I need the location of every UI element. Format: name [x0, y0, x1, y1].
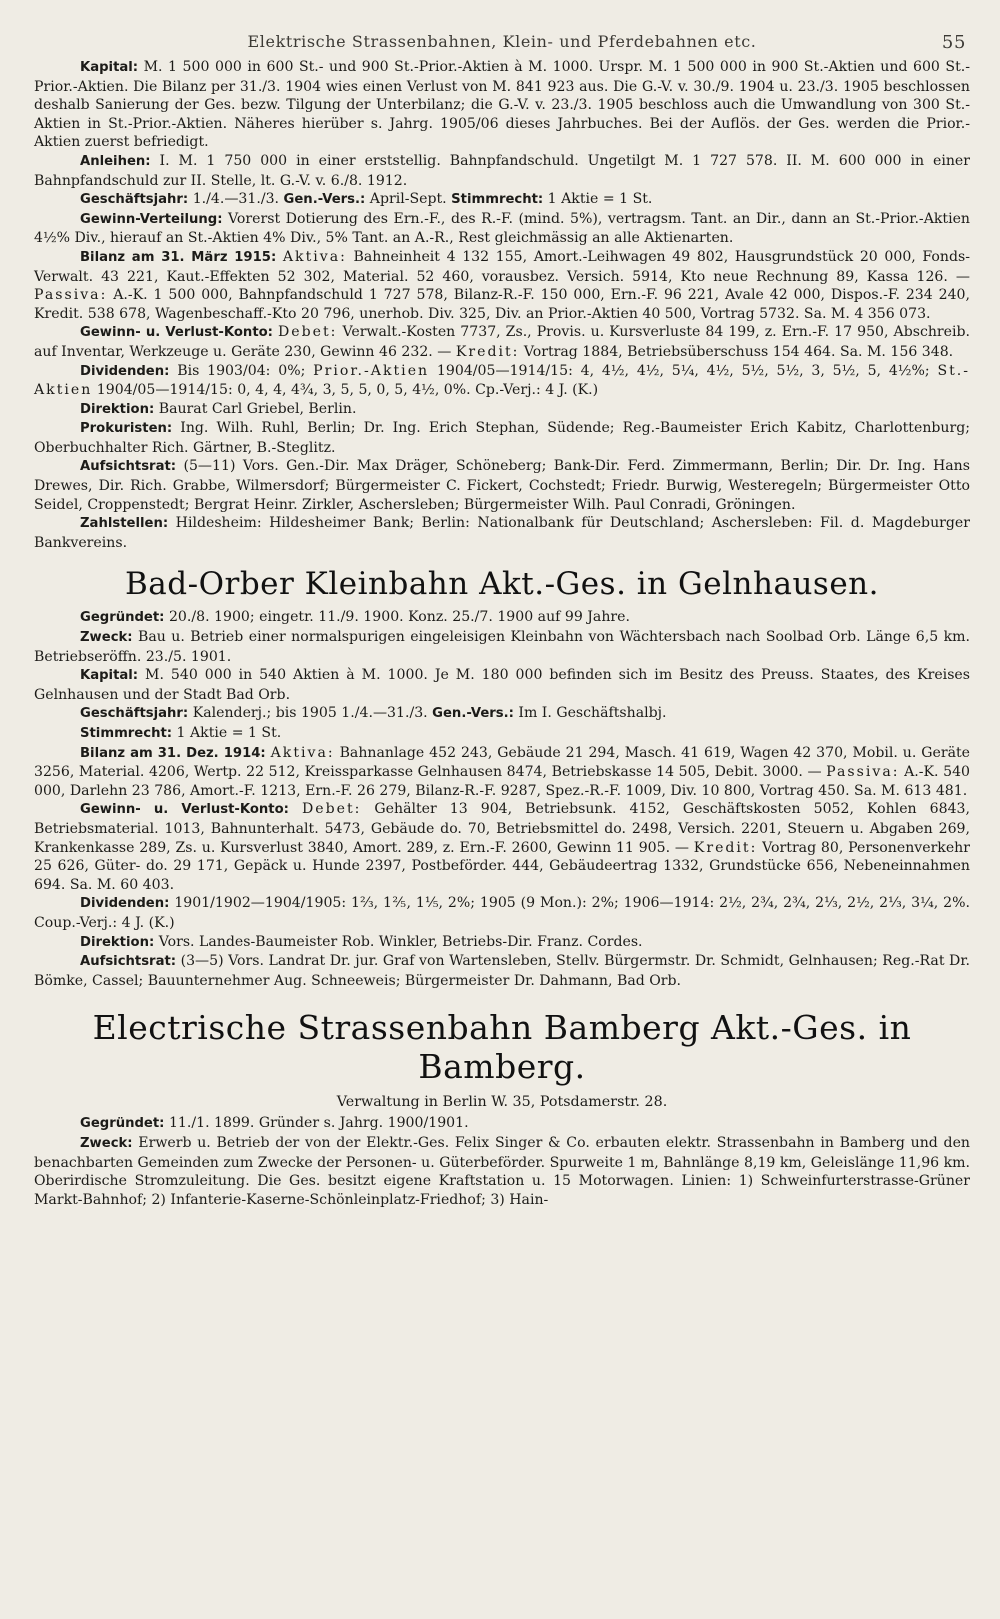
passiva-word: Passiva: — [34, 287, 108, 304]
bilanz-paragraph — [34, 248, 970, 323]
debet-word: Debet: — [278, 324, 338, 341]
dividenden-text: 1901/1902—1904/1905: 1⅔, 1⅖, 1⅕, 2%; 1905 (9 Mon.): 2%; 1906—1914: 2½, 2¾, 2¾, 2⅓, 2½, 2⅓, 3¼, 2%. Coup.-Verj.: 4 J. (K.) — [34, 895, 970, 931]
geschaeftsjahr-text: Kalenderj.; bis 1905 1./4.—31./3. — [192, 705, 428, 722]
aufsichtsrat-paragraph — [34, 952, 970, 990]
dividenden-label: Dividenden: — [80, 896, 170, 912]
guv-kredit-text: Vortrag 80, Personenverkehr 25 626, Güter- do. 29 171, Gepäck u. Hunde 2397, Postbeförder. 444, Gebäudeertrag 1332, Grundstücke 656, Nebeneinnahmen 694. Sa. M. 60 403. — [34, 839, 971, 893]
zweck-text: Erwerb u. Betrieb der von der Elektr.-Ges. Felix Singer & Co. erbauten elektr. Strassenbahn in Bamberg und den benachbarten Gemeinden zum Zwecke der Personen- u. Güterbeförder. Spurweite 1 m, Bahnlänge 8,19 km, Geleislänge 11,96 km. Oberirdische Stromzuleitung. Die Ges. besitzt eigene Kraftstation u. 15 Motorwagen. Linien: 1) Schweinfurterstrasse-Grüner Markt-Bahnhof; 2) Infanterie-Kaserne-Schönleinplatz-Friedhof; 3) Hain- — [34, 1134, 970, 1208]
guv-paragraph — [34, 800, 970, 894]
stimmrecht-paragraph — [34, 724, 970, 744]
gewinnverteilung-text: Vorerst Dotierung des Ern.-F., des R.-F. (mind. 5%), vertragsm. Tant. an Dir., dann an St.-Prior.-Aktien 4½% Div., hierauf an St.-Aktien 4% Div., 5% Tant. an A.-R., Rest gleichmässig an alle Aktienarten. — [34, 210, 970, 247]
gegruendet-text: 20./8. 1900; eingetr. 11./9. 1900. Konz. 25./7. 1900 auf 99 Jahre. — [168, 609, 630, 626]
anleihen-paragraph — [34, 152, 970, 190]
dividenden-st-text: 1904/05—1914/15: 0, 4, 4, 4¾, 3, 5, 5, 0, 5, 4½, 0%. Cp.-Verj.: 4 J. (K.) — [96, 382, 599, 399]
gewinnverteilung-paragraph — [34, 210, 970, 248]
section-bad-orber-kleinbahn — [34, 566, 970, 990]
dividenden-paragraph — [34, 894, 970, 932]
guv-debet-text: Verwalt.-Kosten 7737, Zs., Provis. u. Kursverluste 84 199, z. Ern.-F. 17 950, Abschreib. auf Inventar, Werkzeuge u. Geräte 230, Gewinn 46 232. — — [34, 324, 971, 360]
prokuristen-text: Ing. Wilh. Ruhl, Berlin; Dr. Ing. Erich Stephan, Südende; Reg.-Baumeister Erich Kabitz, Charlottenburg; Oberbuchhalter Rich. Gärtner, B.-Steglitz. — [34, 420, 970, 456]
gegruendet-text: 11./1. 1899. Gründer s. Jahrg. 1900/1901. — [168, 1115, 469, 1132]
aufsichtsrat-label: Aufsichtsrat: — [80, 459, 177, 475]
gewinnverteilung-label: Gewinn-Verteilung: — [80, 211, 223, 227]
stimmrecht-text: 1 Aktie = 1 St. — [547, 191, 653, 208]
geschaeftsjahr-paragraph — [34, 190, 970, 210]
zweck-paragraph — [34, 628, 970, 666]
zweck-text: Bau u. Betrieb einer normalspurigen eingeleisigen Kleinbahn von Wächtersbach nach Soolbad Orb. Länge 6,5 km. Betriebseröffn. 23./5. 1901. — [34, 629, 970, 665]
anleihen-text: I. M. 1 750 000 in einer erststellig. Bahnpfandschuld. Ungetilgt M. 1 727 578. II. M. 600 000 in einer Bahnpfandschuld zur II. Stelle, lt. G.-V. v. 6./8. 1912. — [34, 152, 970, 189]
geschaeftsjahr-text: 1./4.—31./3. — [192, 191, 280, 208]
bilanz-passiva-text: A.-K. 540 000, Darlehn 23 786, Amort.-F. 1213, Ern.-F. 26 279, Bilanz-R.-F. 9287, Spez.-R.-F. 1009, Div. 10 800, Vortrag 450. Sa. M. 613 481. — [34, 764, 971, 799]
guv-label: Gewinn- u. Verlust-Konto: — [80, 325, 273, 341]
gegruendet-label: Gegründet: — [80, 1116, 165, 1132]
dividenden-paragraph — [34, 362, 970, 400]
aktiva-word: Aktiva: — [282, 248, 347, 265]
geschaeftsjahr-label: Geschäftsjahr: — [80, 706, 189, 722]
anleihen-label: Anleihen: — [80, 153, 151, 169]
aufsichtsrat-text: (5—11) Vors. Gen.-Dir. Max Dräger, Schöneberg; Bank-Dir. Ferd. Zimmermann, Berlin; Dir. Dr. Ing. Hans Drewes, Dir. Rich. Grabbe, Wilmersdorf; Bürgermeister C. Fickert, Cochstedt; Friedr. Burwig, Westeregeln; Bürgermeister Otto Seidel, Croppenstedt; Bergrat Heinr. Zirkler, Aschersleben; Bürgermeister Wilh. Paul Conradi, Gröningen. — [34, 458, 970, 513]
prokuristen-paragraph — [34, 419, 970, 457]
aktiva-word: Aktiva: — [270, 744, 335, 761]
aufsichtsrat-text: (3—5) Vors. Landrat Dr. jur. Graf von Wartensleben, Stellv. Bürgermstr. Dr. Schmidt, Gelnhausen; Reg.-Rat Dr. Bömke, Cassel; Bauunternehmer Aug. Schneeweis; Bürgermeister Dr. Dahmann, Bad Orb. — [34, 953, 970, 989]
zweck-label: Zweck: — [80, 1135, 133, 1151]
bilanz-passiva-text: A.-K. 1 500 000, Bahnpfandschuld 1 727 578, Bilanz-R.-F. 150 000, Ern.-F. 96 221, Avale 42 000, Dispos.-F. 234 240, Kredit. 538 678, Wagenbeschaff.-Kto 20 796, unerhob. Div. 325, Div. an Prior.-Aktien 40 500, Vortrag 5732. Sa. M. 4 356 073. — [34, 287, 970, 322]
gegruendet-label: Gegründet: — [80, 610, 165, 626]
page-number: 55 — [941, 32, 966, 53]
prokuristen-label: Prokuristen: — [80, 421, 173, 437]
bilanz-label: Bilanz am 31. März 1915: — [80, 249, 277, 265]
running-head — [34, 32, 970, 58]
guv-label: Gewinn- u. Verlust-Konto: — [80, 802, 289, 818]
direktion-label: Direktion: — [80, 401, 155, 417]
zahlstellen-label: Zahlstellen: — [80, 516, 169, 532]
direktion-text: Baurat Carl Griebel, Berlin. — [158, 400, 357, 417]
company-title: Bad-Orber Kleinbahn Akt.-Ges. in Gelnhausen. — [125, 566, 879, 603]
direktion-label: Direktion: — [80, 934, 155, 950]
kapital-label: Kapital: — [80, 668, 139, 684]
dividenden-label: Dividenden: — [80, 363, 170, 379]
stimmrecht-text: 1 Aktie = 1 St. — [176, 725, 282, 741]
company-title: Electrische Strassenbahn Bamberg Akt.-Ges. in Bamberg. — [92, 1008, 912, 1087]
genvers-label: Gen.-Vers.: — [432, 706, 514, 722]
section-strassenbahn-bamberg — [34, 1008, 970, 1209]
zahlstellen-paragraph — [34, 514, 970, 552]
debet-word: Debet: — [301, 801, 362, 818]
geschaeftsjahr-label: Geschäftsjahr: — [80, 192, 189, 208]
genvers-text: Im I. Geschäftshalbj. — [518, 705, 667, 722]
direktion-paragraph — [34, 400, 970, 420]
kapital-paragraph — [34, 58, 970, 152]
direktion-paragraph — [34, 933, 970, 953]
genvers-text: April-Sept. — [369, 191, 447, 208]
bilanz-aktiva-text: Bahneinheit 4 132 155, Amort.-Leihwagen 49 802, Hausgrundstück 20 000, Fonds-Verwalt. 43 221, Kaut.-Effekten 52 302, Material. 52 460, vorausbez. Versich. 5914, Kto neue Rechnung 89, Kassa 126. — — [34, 248, 970, 285]
dividenden-pre: Bis 1903/04: 0%; — [177, 362, 306, 379]
prior-aktien-word: Prior.-Aktien — [313, 362, 430, 379]
aufsichtsrat-paragraph — [34, 457, 970, 514]
guv-paragraph — [34, 323, 970, 361]
kapital-label: Kapital: — [80, 60, 139, 75]
zweck-label: Zweck: — [80, 630, 133, 646]
kapital-text: M. 1 500 000 in 600 St.- und 900 St.-Prior.-Aktien à M. 1000. Urspr. M. 1 500 000 in 900 St.-Aktien und 600 St.-Prior.-Aktien. Die Bilanz per 31./3. 1904 wies einen Verlust von M. 841 923 aus. Die G.-V. v. 30./9. 1904 u. 23./3. 1905 beschlossen deshalb Sanierung der Ges. bezw. Tilgung der Unterbilanz; die G.-V. v. 23./3. 1905 beschloss auch die Umwandlung von 300 St.-Aktien in St.-Prior.-Aktien. Näheres hierüber s. Jahrg. 1905/06 dieses Jahrbuches. Bei der Auflös. der Ges. werden die Prior.-Aktien zuerst befriedigt. — [34, 59, 970, 151]
genvers-label: Gen.-Vers.: — [283, 192, 366, 208]
kapital-text: M. 540 000 in 540 Aktien à M. 1000. Je M. 180 000 befinden sich im Besitz des Preuss. Staates, des Kreises Gelnhausen und der Stadt Bad Orb. — [34, 667, 971, 703]
zweck-paragraph — [34, 1134, 970, 1209]
gegruendet-paragraph — [34, 1114, 970, 1134]
st-aktien-word: St.-Aktien — [34, 362, 970, 399]
guv-kredit-text: Vortrag 1884, Betriebsüberschuss 154 464. Sa. M. 156 348. — [523, 343, 954, 360]
zahlstellen-text: Hildesheim: Hildesheimer Bank; Berlin: Nationalbank für Deutschland; Aschersleben: Fil. d. Magdeburger Bankvereins. — [34, 515, 970, 551]
guv-debet-text: Gehälter 13 904, Betriebsunk. 4152, Geschäftskosten 5052, Kohlen 6843, Betriebsmaterial. 1013, Bahnunterhalt. 5473, Gebäude do. 70, Betriebsmittel do. 2498, Versich. 2201, Steuern u. Abgaben 269, Krankenkasse 289, Zs. u. Kursverlust 3840, Amort. 289, z. Ern.-F. 2600, Gewinn 11 905. — — [34, 801, 970, 856]
company-subline: Verwaltung in Berlin W. 35, Potsdamerstr. 28. — [336, 1094, 668, 1111]
stimmrecht-label: Stimmrecht: — [80, 726, 173, 741]
bilanz-aktiva-text: Bahnanlage 452 243, Gebäude 21 294, Masch. 41 619, Wagen 42 370, Mobil. u. Geräte 3256, Material. 4206, Wertp. 22 512, Kreissparkasse Gelnhausen 8474, Betriebskasse 14 505, Debit. 3000. — — [34, 744, 971, 781]
kredit-word: Kredit: — [693, 839, 758, 856]
bilanz-paragraph — [34, 744, 970, 801]
gegruendet-paragraph — [34, 608, 970, 628]
kredit-word: Kredit: — [455, 343, 520, 360]
dividenden-prior-text: 1904/05—1914/15: 4, 4½, 4½, 5¼, 4½, 5½, 5½, 3, 5½, 5, 4½%; — [436, 362, 930, 379]
aufsichtsrat-label: Aufsichtsrat: — [80, 954, 177, 970]
passiva-word: Passiva: — [826, 764, 900, 781]
kapital-paragraph — [34, 666, 970, 704]
bilanz-label: Bilanz am 31. Dez. 1914: — [80, 745, 266, 761]
direktion-text: Vors. Landes-Baumeister Rob. Winkler, Betriebs-Dir. Franz. Cordes. — [158, 933, 643, 950]
geschaeftsjahr-paragraph — [34, 704, 970, 724]
running-title: Elektrische Strassenbahnen, Klein- und Pferdebahnen etc. — [247, 32, 757, 51]
stimmrecht-label: Stimmrecht: — [451, 192, 544, 208]
section-continued-entry — [34, 58, 970, 552]
